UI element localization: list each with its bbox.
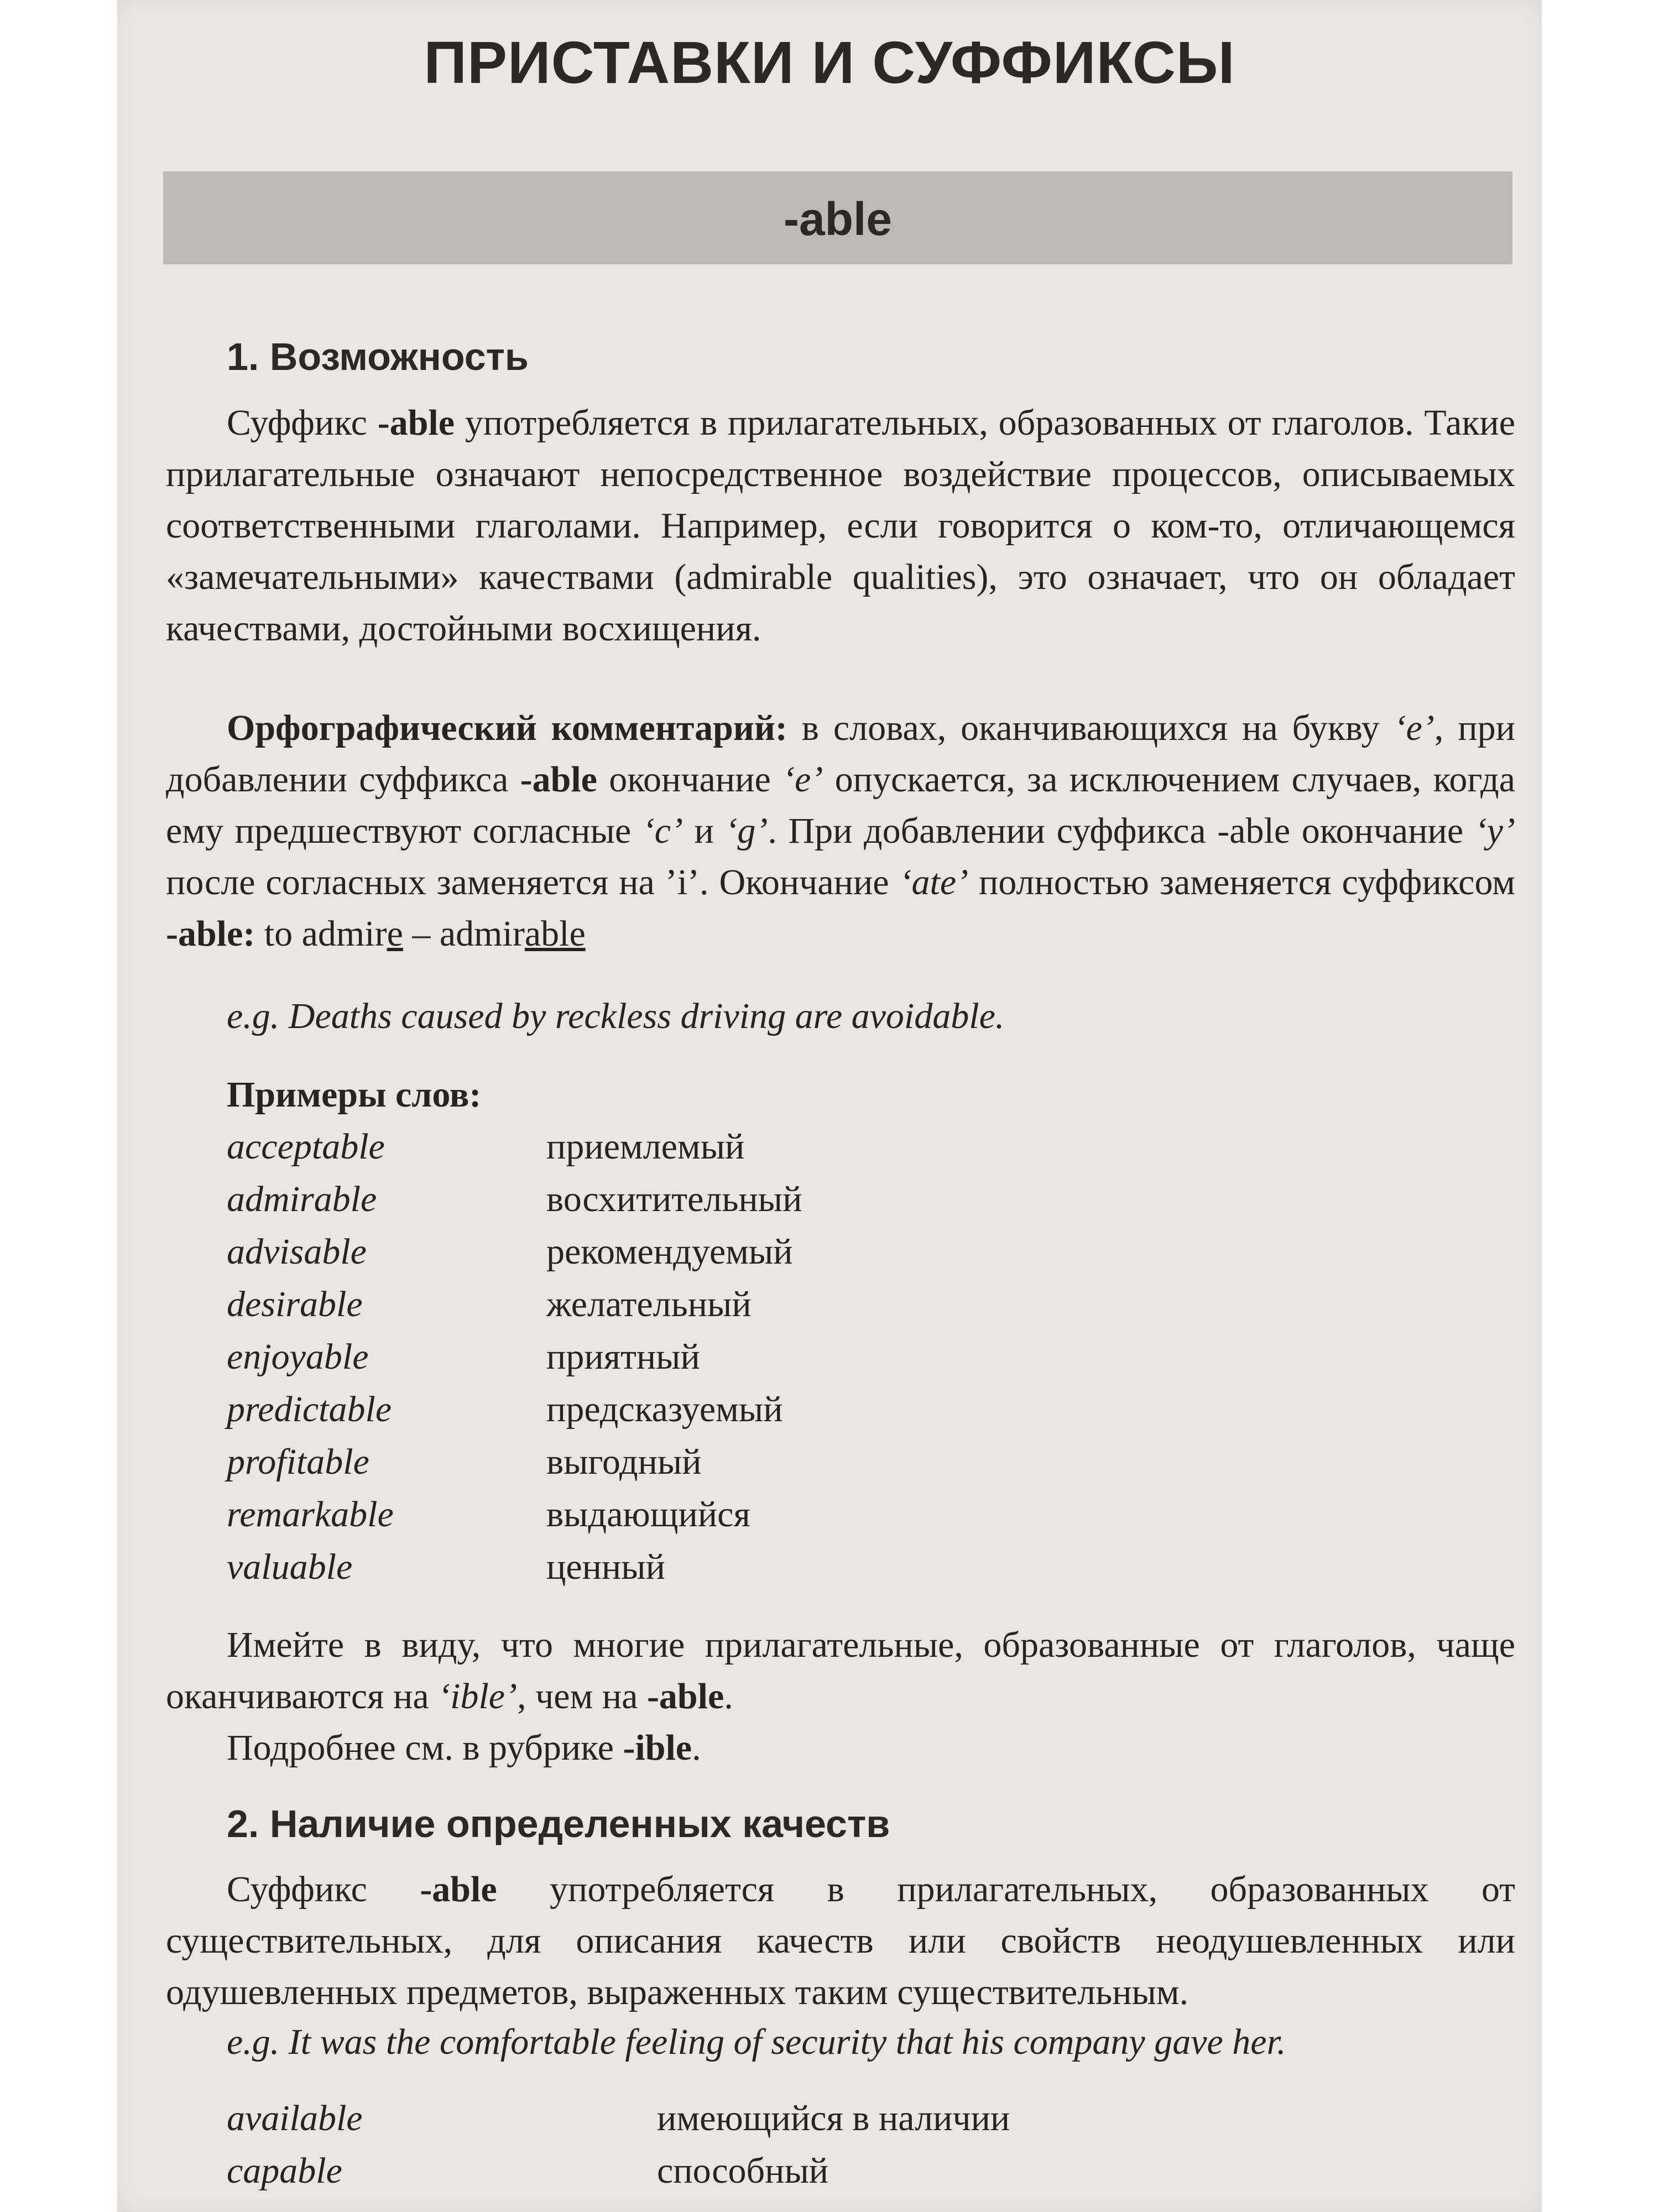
examples-heading: Примеры слов:: [227, 1074, 482, 1115]
note-paragraph: Имейте в виду, что многие прилагательные, образованные от глаголов, чаще оканчиваются на ‘ible’, чем на -able.: [166, 1625, 1515, 1717]
section-1-example-sentence: e.g. Deaths caused by reckless driving are avoidable.: [227, 996, 1005, 1036]
spelling-comment-paragraph: Орфографический комментарий: в словах, оканчивающихся на букву ‘e’, при добавлении суффикса -able окончание ‘e’ опускается, за исключением случаев, когда ему предшествуют согласные ‘c’ и ‘g’. При добавлении суффикса -able окончание ‘y’ после согласных заменяется на ’i’. Окончание ‘ate’ полностью заменяется суффиксом -able: to admire – admirable: [166, 708, 1515, 954]
section-2-paragraph: Суффикс -able употребляется в прилагательных, образованных от существительных, для описания качеств или свойств неодушевленных или одушевленных предметов, выраженных таким существительным.: [166, 1869, 1516, 2012]
banner-title: -able: [783, 193, 893, 245]
section-2-example-sentence: e.g. It was the comfortable feeling of security that his company gave her.: [227, 2022, 1286, 2062]
spelling-comment-label: Орфографический комментарий:: [227, 708, 787, 748]
section-2-heading: 2. Наличие определенных качеств: [227, 1802, 890, 1845]
section-1-heading: 1. Возможность: [227, 335, 529, 378]
see-more-line: Подробнее см. в рубрике -ible.: [227, 1728, 701, 1768]
section-1-paragraph: Суффикс -able употребляется в прилагательных, образованных от глаголов. Такие прилагательные означают непосредственное воздействие процессов, описываемых соответственными глаголами. Например, если говорится о ком-то, отличающемся «замечательными» качествами (admirable qualities), это означает, что он обладает качествами, достойными восхищения.: [166, 403, 1515, 649]
page-title: ПРИСТАВКИ И СУФФИКСЫ: [424, 29, 1235, 96]
section-banner: [163, 171, 1512, 264]
